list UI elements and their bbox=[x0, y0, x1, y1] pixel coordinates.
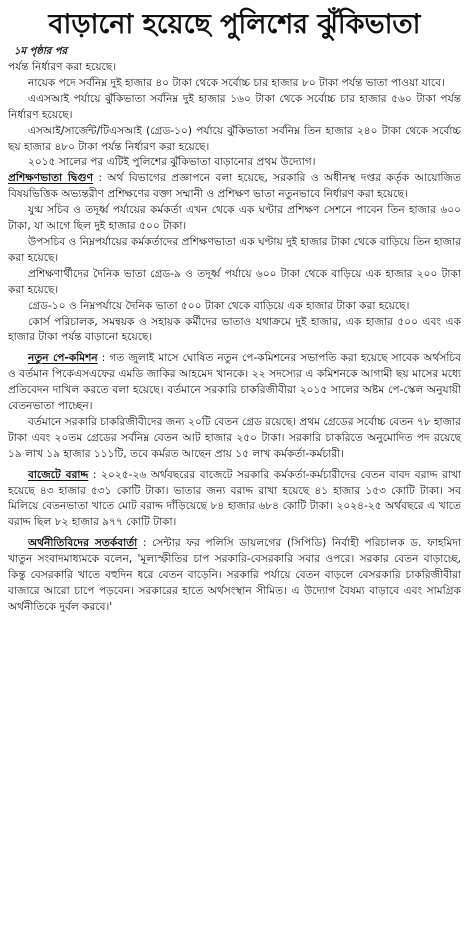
subhead-economist-warning: অর্থনীতিবিদের সতর্কবার্তা bbox=[28, 537, 138, 550]
paragraph-7: যুগ্ম সচিব ও তদূর্ধ্ব পর্যায়ের কর্মকর্তা এখন থেকে এক ঘণ্টার প্রশিক্ষণ সেশনে পাবেন তিন হাজার ৬০০ টাকা, যা আগে ছিল দুই হাজার ৫০০ টাকা। bbox=[8, 204, 461, 233]
subhead-pay-commission: নতুন পে-কমিশন bbox=[28, 352, 98, 365]
subhead-training-allowance: প্রশিক্ষণভাতা দ্বিগুণ bbox=[8, 172, 94, 185]
continued-from-label: ১ম পৃষ্ঠার পর bbox=[14, 46, 67, 57]
paragraph-budget bbox=[8, 468, 461, 532]
paragraph-4: এসআই/সার্জেন্ট/টিএসআই (গ্রেড-১০) পর্যায়ে ঝুঁকিভাতা সর্বনিম্ন তিন হাজার ২৪০ টাকা থেকে সর্বোচ্চ ছয় হাজার ৪৮০ টাকা পর্যন্ত নির্ধারণ করা হয়েছে। bbox=[8, 124, 461, 153]
paragraph-15-body: : সেন্টার ফর পলিসি ডায়লগের (সিপিডি) নির্বাহী পরিচালক ড. ফাহমিদা খাতুন সংবাদমাধ্যমকে বলেন, 'মূল্যস্ফীতির চাপ সরকারি-বেসরকারি সবার ওপরে। সরকার বেতন বাড়াচ্ছে, কিন্তু বেসরকারি খাতে বহুদিন ধরে বেতন বাড়েনি। সরকারি পর্যায়ে বেতন বাড়লে বেসরকারি চাকরিজীবীরা বাজারে আরো চাপে পড়বেন। সরকারের হাতে অর্থসংস্থান সীমিত। এ উদ্যোগ বৈষম্য বাড়াবে এবং সামগ্রিক অর্থনীতিকে দুর্বল করবে।' bbox=[8, 537, 461, 613]
paragraph-economist-warning bbox=[8, 536, 461, 616]
paragraph-1: পর্যন্ত নির্ধারণ করা হয়েছে। bbox=[8, 61, 117, 73]
paragraph-6-body: : অর্থ বিভাগের প্রজ্ঞাপনে বলা হয়েছে, সরকারি ও অধীনস্থ দপ্তর কর্তৃক আয়োজিত বিষয়ভিত্তিক অভ্যন্তরীণ প্রশিক্ষণের বক্তা সম্মানী ও প্রশিক্ষণ ভাতা নতুনভাবে নির্ধারণ করা হয়েছে। bbox=[8, 172, 461, 201]
paragraph-12-body: : গত জুলাই মাসে ঘোষিত নতুন পে-কমিশনের সভাপতি করা হয়েছে সাবেক অর্থসচিব ও বর্তমান পিকেএসএফের এমডি জাকির আহমেদ খানকে। ২২ সদস্যের এ কমিশনকে আগামী ছয় মাসের মধ্যে প্রতিবেদন দাখিল করতে বলা হয়েছে। বর্তমানে সরকারি চাকরিজীবীরা ২০১৫ সালের অষ্টম পে-স্কেল অনুযায়ী বেতনভাতা পাচ্ছেন। bbox=[8, 352, 461, 413]
paragraph-training-allowance bbox=[8, 171, 461, 203]
subhead-budget: বাজেটে বরাদ্দ bbox=[28, 468, 89, 481]
paragraph-13: বর্তমানে সরকারি চাকরিজীবীদের জন্য ২০টি বেতন গ্রেড রয়েছে। প্রথম গ্রেডের সর্বোচ্চ বেতন ৭৮ হাজার টাকা এবং ২০তম গ্রেডের সর্বনিম্ন বেতন আট হাজার ২৫০ টাকা। সরকারি চাকরিতে অনুমোদিত পদ রয়েছে ১৯ লাখ ১৯ হাজার ১১১টি, তবে কর্মরত আছেন প্রায় ১৫ লাখ কর্মকর্তা-কর্মচারী। bbox=[8, 415, 461, 460]
paragraph-5: ২০১৫ সালের পর এটিই পুলিশের ঝুঁকিভাতা বাড়ানোর প্রথম উদ্যোগ। bbox=[28, 156, 316, 169]
article-headline: বাড়ানো হয়েছে পুলিশের ঝুঁকিভাতা bbox=[48, 9, 421, 40]
paragraph-pay-commission bbox=[8, 351, 461, 415]
paragraph-9: প্রশিক্ষণার্থীদের দৈনিক ভাতা গ্রেড-৯ ও তদূর্ধ্ব পর্যায়ে ৬০০ টাকা থেকে বাড়িয়ে এক হাজার ২০০ টাকা করা হয়েছে। bbox=[8, 267, 461, 296]
paragraph-14-body: : ২০২৫-২৬ অর্থবছরের বাজেটে সরকারি কর্মকর্তা-কর্মচারীদের বেতন বাবদ বরাদ্দ রাখা হয়েছে ৪৩ হাজার ৫৩১ কোটি টাকা। ভাতার জন্য বরাদ্দ রাখা হয়েছে ৪১ হাজার ১৫৩ কোটি টাকা। সব মিলিয়ে বেতনভাতা খাতে মোট বরাদ্দ দাঁড়িয়েছে ৮৪ হাজার ৬৮৪ কোটি টাকা। ২০২৪-২৫ অর্থবছরে এ খাতে বরাদ্দ ছিল ৮২ হাজার ৯৭৭ কোটি টাকা। bbox=[8, 468, 461, 529]
paragraph-2: নায়েক পদে সর্বনিম্ন দুই হাজার ৪০ টাকা থেকে সর্বোচ্চ চার হাজার ৮০ টাকা পর্যন্ত ভাতা পাওয়া যাবে। bbox=[28, 76, 445, 89]
paragraph-10: গ্রেড-১০ ও নিম্নপর্যায়ে দৈনিক ভাতা ৫০০ টাকা থেকে বাড়িয়ে এক হাজার টাকা করা হয়েছে। bbox=[28, 299, 410, 312]
paragraph-3: এএসআই পর্যায়ে ঝুঁকিভাতা সর্বনিম্ন দুই হাজার ১৬০ টাকা থেকে সর্বোচ্চ চার হাজার ৫৬০ টাকা পর্যন্ত নির্ধারণ হয়েছে। bbox=[8, 92, 461, 121]
paragraph-11: কোর্স পরিচালক, সমন্বয়ক ও সহায়ক কর্মীদের ভাতাও যথাক্রমে দুই হাজার, এক হাজার ৫০০ এবং এক হাজার টাকা পর্যন্ত বাড়ানো হয়েছে। bbox=[8, 315, 461, 344]
paragraph-8: উপসচিব ও নিম্নপর্যায়ের কর্মকর্তাদের প্রশিক্ষণভাতা এক ঘণ্টায় দুই হাজার টাকা থেকে বাড়িয়ে তিন হাজার করা হয়েছে। bbox=[8, 235, 461, 264]
